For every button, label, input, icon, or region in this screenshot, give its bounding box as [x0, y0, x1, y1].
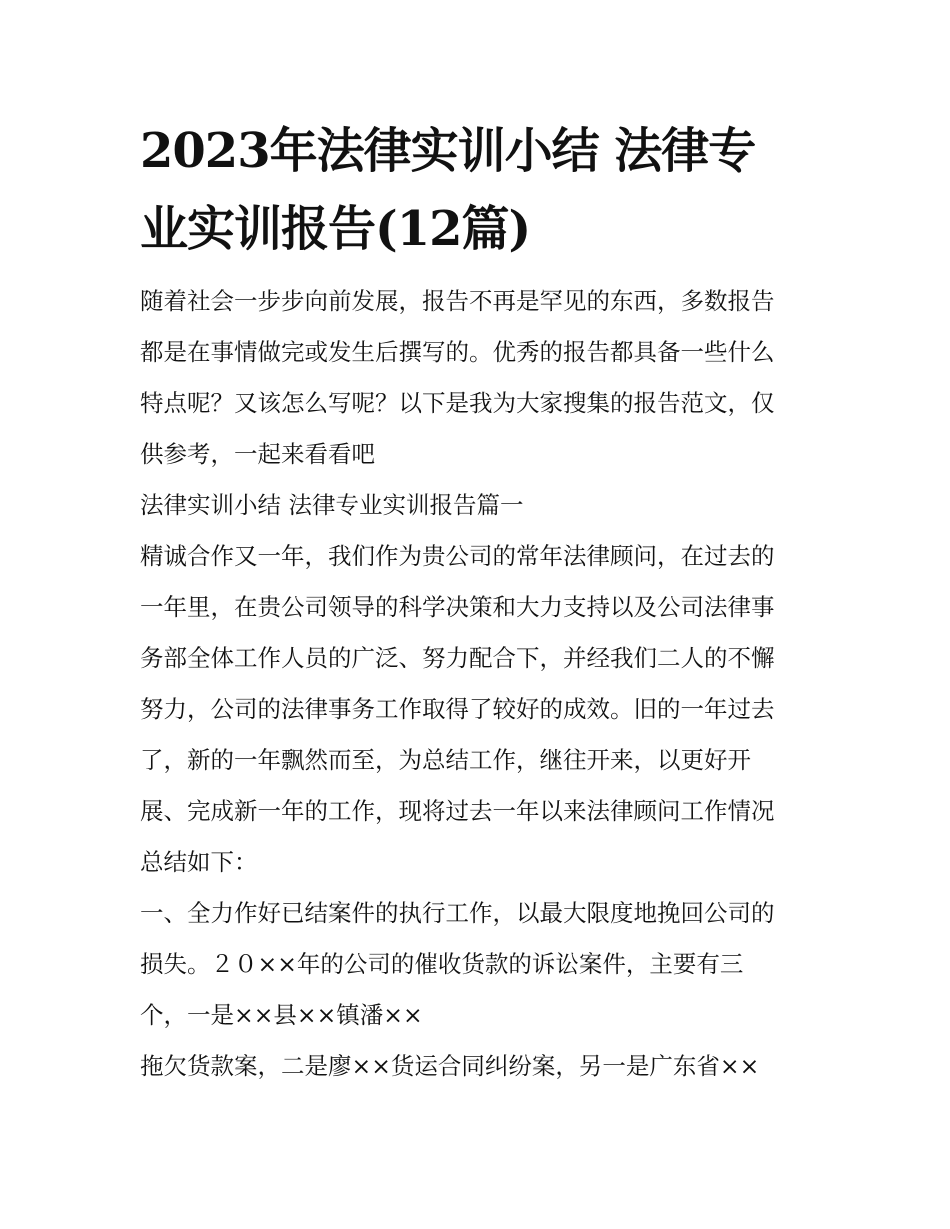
section-heading: 法律实训小结 法律专业实训报告篇一	[140, 491, 524, 519]
title-line-1: 2023年法律实训小结 法律专	[140, 123, 756, 179]
body-line: 个，一是××县××镇潘××	[140, 1001, 423, 1029]
body-line: 都是在事情做完或发生后撰写的。优秀的报告都具备一些什么	[140, 338, 775, 366]
body-line: 随着社会一步步向前发展，报告不再是罕见的东西，多数报告	[140, 287, 775, 315]
body-line: 供参考，一起来看看吧	[140, 440, 375, 468]
body-line: 总结如下：	[140, 848, 258, 876]
body-line: 务部全体工作人员的广泛、努力配合下，并经我们二人的不懈	[140, 644, 775, 672]
body-line: 特点呢？又该怎么写呢？以下是我为大家搜集的报告范文，仅	[140, 389, 775, 417]
body-line: 展、完成新一年的工作，现将过去一年以来法律顾问工作情况	[140, 797, 775, 825]
body-line: 精诚合作又一年，我们作为贵公司的常年法律顾问，在过去的	[140, 542, 775, 570]
body-line: 拖欠货款案，二是廖××货运合同纠纷案，另一是广东省××	[140, 1052, 760, 1080]
body-line: 了，新的一年飘然而至，为总结工作，继往开来，以更好开	[140, 746, 751, 774]
body-line: 一、全力作好已结案件的执行工作，以最大限度地挽回公司的	[140, 899, 775, 927]
body-line: 努力，公司的法律事务工作取得了较好的成效。旧的一年过去	[140, 695, 775, 723]
document-title	[140, 112, 830, 268]
body-line: 损失。２０××年的公司的催收货款的诉讼案件，主要有三	[140, 950, 744, 978]
document-body	[140, 276, 830, 1092]
title-line-2: 业实训报告(12篇)	[140, 201, 531, 257]
body-line: 一年里，在贵公司领导的科学决策和大力支持以及公司法律事	[140, 593, 775, 621]
